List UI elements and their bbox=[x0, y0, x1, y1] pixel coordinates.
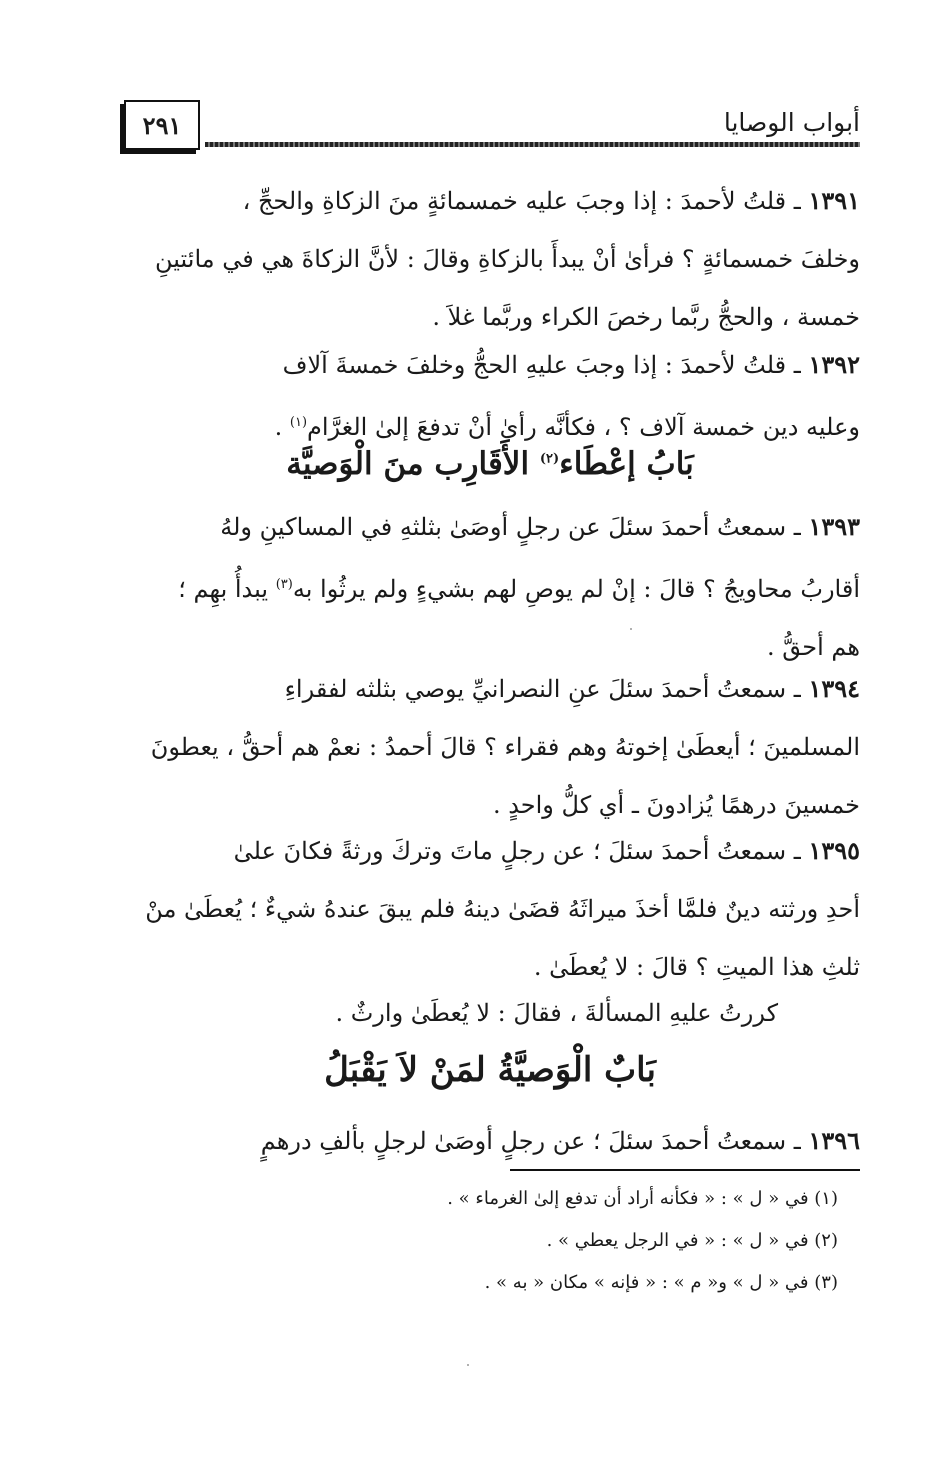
number-dash: ـ bbox=[793, 1127, 801, 1155]
paragraph-number: ١٣٩١ bbox=[808, 186, 860, 215]
paragraph-line: كررتُ عليهِ المسألةَ ، فقالَ : لا يُعطَىٰ وارثٌ . bbox=[335, 999, 778, 1027]
footnote-2: (٢) في « ل » : « في الرجل يعطي » . bbox=[546, 1230, 838, 1251]
paragraph-text: سمعتُ أحمدَ سئلَ عنِ النصرانيِّ يوصي بثلثه لفقراءِ bbox=[284, 675, 787, 703]
paragraph-line bbox=[120, 1112, 860, 1170]
paragraph-line: ثلثِ هذا الميتِ ؟ قالَ : لا يُعطَىٰ . bbox=[533, 953, 860, 981]
paragraph-number: ١٣٩٥ bbox=[808, 836, 860, 865]
paragraph-text: سمعتُ أحمدَ سئلَ ؛ عن رجلٍ ماتَ وتركَ ورثةً فكانَ علىٰ bbox=[233, 837, 787, 865]
paragraph-line bbox=[120, 172, 860, 230]
paragraph-line bbox=[120, 336, 860, 394]
paragraph-text: أقاربُ محاويجُ ؟ قالَ : إنْ لم يوصِ لهم بشيءٍ ولم يرثُوا به bbox=[292, 575, 860, 603]
footnote-1: (١) في « ل » : « فكأنه أراد أن تدفع إلىٰ الغرماء » . bbox=[447, 1188, 838, 1209]
running-header-title: أبواب الوصايا bbox=[723, 108, 860, 137]
number-dash: ـ bbox=[793, 187, 801, 215]
paragraph-followup bbox=[120, 984, 778, 1042]
number-dash: ـ bbox=[793, 351, 801, 379]
footnote-ref: (٣) bbox=[275, 577, 293, 592]
paragraph-line bbox=[120, 498, 860, 556]
paragraph-number: ١٣٩٤ bbox=[808, 674, 860, 703]
paragraph-line: خمسة ، والحجُّ ربَّما رخصَ الكراء وربَّما غلاَ . bbox=[432, 303, 860, 331]
number-dash: ـ bbox=[793, 837, 801, 865]
footnote-rule bbox=[510, 1169, 860, 1171]
section-heading-relatives bbox=[120, 446, 860, 482]
paragraph-1394 bbox=[120, 660, 860, 834]
paragraph-text: يبدأُ بهِم ؛ bbox=[178, 575, 269, 603]
paragraph-line: خمسينَ درهمًا يُزادونَ ـ أي كلُّ واحدٍ . bbox=[492, 791, 860, 819]
paragraph-text: قلتُ لأحمدَ : إذا وجبَ عليهِ الحجُّ وخلفَ خمسةَ آلاف bbox=[282, 351, 787, 379]
paragraph-number: ١٣٩٦ bbox=[808, 1126, 860, 1155]
paragraph-text: قلتُ لأحمدَ : إذا وجبَ عليه خمسمائةٍ منَ الزكاةِ والحجِّ ، bbox=[242, 187, 787, 215]
number-dash: ـ bbox=[793, 675, 801, 703]
paragraph-number: ١٣٩٢ bbox=[808, 350, 860, 379]
scan-speck bbox=[630, 628, 632, 630]
paragraph-text: وعليه دين خمسة آلاف ؟ ، فكأنَّه رأىٰ أنْ تدفعَ إلىٰ الغرَّام bbox=[307, 413, 860, 441]
paragraph-1391 bbox=[120, 172, 860, 346]
paragraph-number: ١٣٩٣ bbox=[808, 512, 860, 541]
paragraph-line bbox=[120, 822, 860, 880]
footnote-ref: (٢) bbox=[539, 451, 560, 467]
scan-speck bbox=[467, 1364, 469, 1366]
paragraph-1393 bbox=[120, 498, 860, 676]
header-rule bbox=[205, 142, 860, 147]
paragraph-line: المسلمينَ ؛ أيعطَىٰ إخوتهُ وهم فقراء ؟ قالَ أحمدُ : نعمْ هم أحقُّ ، يعطونَ bbox=[150, 733, 860, 761]
paragraph-line bbox=[120, 660, 860, 718]
paragraph-end: . bbox=[274, 413, 283, 441]
section-heading-non-acceptance: بَابٌ الْوَصيَّةُ لمَنْ لاَ يَقْبَلُ bbox=[324, 1050, 656, 1090]
footnote-ref: (١) bbox=[289, 415, 308, 430]
paragraph-line: أحدِ ورثته دينٌ فلمَّا أخذَ ميراثَهُ قضَىٰ دينهُ فلم يبقَ عندهُ شيءٌ ؛ يُعطَىٰ منْ bbox=[145, 895, 860, 923]
paragraph-text: سمعتُ أحمدَ سئلَ ؛ عن رجلٍ أوصَىٰ لرجلٍ بألفِ درهمٍ bbox=[260, 1127, 787, 1155]
page-number-box bbox=[124, 100, 200, 150]
paragraph-1395 bbox=[120, 822, 860, 996]
paragraph-line bbox=[120, 556, 860, 618]
paragraph-1396 bbox=[120, 1112, 860, 1170]
footnote-3: (٣) في « ل » و« م » : « فإنه » مكان « به » . bbox=[484, 1272, 838, 1293]
number-dash: ـ bbox=[793, 513, 801, 541]
heading-text: الأَقَارِب منَ الْوَصيَّة bbox=[286, 446, 540, 482]
heading-text: بَابُ إعْطَاء bbox=[559, 446, 694, 482]
paragraph-line: هم أحقُّ . bbox=[766, 633, 860, 661]
paragraph-line: وخلفَ خمسمائةٍ ؟ فرأىٰ أنْ يبدأَ بالزكاةِ وقالَ : لأنَّ الزكاةَ هي في مائتينِ bbox=[155, 245, 860, 273]
page-number: ٢٩١ bbox=[142, 110, 182, 140]
paragraph-1392 bbox=[120, 336, 860, 456]
paragraph-text: سمعتُ أحمدَ سئلَ عن رجلٍ أوصَىٰ بثلثهِ في المساكينِ ولهُ bbox=[220, 513, 787, 541]
